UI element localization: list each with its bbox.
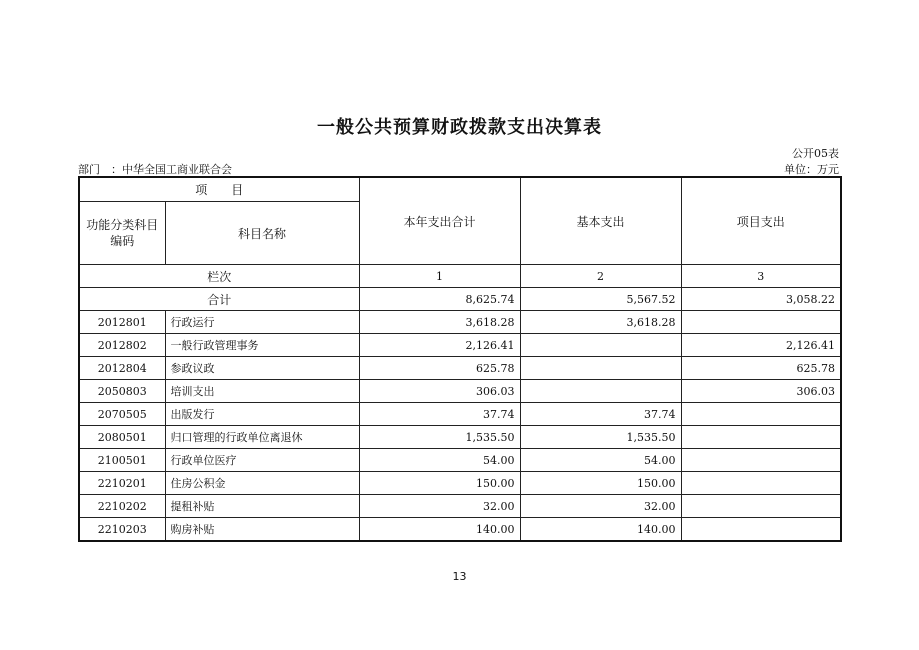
column-index-1: 1 — [359, 265, 520, 288]
table-row — [79, 495, 841, 518]
total-project: 3,058.22 — [681, 288, 841, 311]
project-cell — [681, 518, 841, 542]
header-row-1 — [79, 177, 841, 202]
department-label: 部门 ：中华全国工商业联合会 — [78, 163, 232, 176]
subject-name-cell: 行政运行 — [165, 311, 359, 334]
func-code-cell: 2070505 — [79, 403, 165, 426]
subject-name-cell: 一般行政管理事务 — [165, 334, 359, 357]
func-code-cell: 2050803 — [79, 380, 165, 403]
func-code-cell: 2100501 — [79, 449, 165, 472]
total-cell: 3,618.28 — [359, 311, 520, 334]
subject-name-cell: 归口管理的行政单位离退休 — [165, 426, 359, 449]
total-cell: 54.00 — [359, 449, 520, 472]
subject-name-cell: 行政单位医疗 — [165, 449, 359, 472]
total-basic: 5,567.52 — [520, 288, 681, 311]
project-cell: 625.78 — [681, 357, 841, 380]
subject-name-cell: 参政议政 — [165, 357, 359, 380]
basic-cell: 3,618.28 — [520, 311, 681, 334]
expenditure-table — [78, 176, 842, 542]
table-row — [79, 518, 841, 542]
total-row — [79, 288, 841, 311]
table-row — [79, 380, 841, 403]
table-row — [79, 357, 841, 380]
basic-cell — [520, 380, 681, 403]
total-cell: 2,126.41 — [359, 334, 520, 357]
table-row — [79, 403, 841, 426]
subject-name-cell: 购房补贴 — [165, 518, 359, 542]
project-cell: 306.03 — [681, 380, 841, 403]
func-code-cell: 2210201 — [79, 472, 165, 495]
project-cell — [681, 311, 841, 334]
total-cell: 140.00 — [359, 518, 520, 542]
subject-name-header: 科目名称 — [165, 202, 359, 265]
table-row — [79, 472, 841, 495]
table-row — [79, 311, 841, 334]
page-number: 13 — [452, 570, 467, 583]
table-row — [79, 449, 841, 472]
total-cell: 625.78 — [359, 357, 520, 380]
table-row — [79, 426, 841, 449]
func-code-cell: 2012802 — [79, 334, 165, 357]
total-cell: 1,535.50 — [359, 426, 520, 449]
project-cell — [681, 403, 841, 426]
page-title: 一般公共预算财政拨款支出决算表 — [317, 117, 602, 138]
column-index-row — [79, 265, 841, 288]
project-cell — [681, 495, 841, 518]
project-header: 项目支出 — [681, 177, 841, 265]
func-code-header: 功能分类科目编码 — [79, 202, 165, 265]
func-code-cell: 2210202 — [79, 495, 165, 518]
basic-cell: 54.00 — [520, 449, 681, 472]
column-index-3: 3 — [681, 265, 841, 288]
column-index-2: 2 — [520, 265, 681, 288]
total-cell: 150.00 — [359, 472, 520, 495]
subject-name-cell: 提租补贴 — [165, 495, 359, 518]
basic-cell: 37.74 — [520, 403, 681, 426]
func-code-cell: 2210203 — [79, 518, 165, 542]
func-code-cell: 2080501 — [79, 426, 165, 449]
basic-cell: 150.00 — [520, 472, 681, 495]
total-label: 合计 — [79, 288, 359, 311]
basic-cell: 140.00 — [520, 518, 681, 542]
item-header: 项 目 — [79, 177, 359, 202]
total-sum: 8,625.74 — [359, 288, 520, 311]
subject-name-cell: 培训支出 — [165, 380, 359, 403]
table-row — [79, 334, 841, 357]
form-number: 公开05表 — [792, 147, 839, 160]
basic-cell — [520, 334, 681, 357]
total-cell: 37.74 — [359, 403, 520, 426]
project-cell — [681, 426, 841, 449]
total-header: 本年支出合计 — [359, 177, 520, 265]
func-code-cell: 2012804 — [79, 357, 165, 380]
basic-cell — [520, 357, 681, 380]
total-cell: 32.00 — [359, 495, 520, 518]
project-cell — [681, 472, 841, 495]
basic-cell: 32.00 — [520, 495, 681, 518]
subject-name-cell: 住房公积金 — [165, 472, 359, 495]
project-cell — [681, 449, 841, 472]
project-cell: 2,126.41 — [681, 334, 841, 357]
func-code-cell: 2012801 — [79, 311, 165, 334]
column-index-label: 栏次 — [79, 265, 359, 288]
subject-name-cell: 出版发行 — [165, 403, 359, 426]
basic-header: 基本支出 — [520, 177, 681, 265]
unit-label: 单位：万元 — [784, 163, 839, 176]
total-cell: 306.03 — [359, 380, 520, 403]
basic-cell: 1,535.50 — [520, 426, 681, 449]
